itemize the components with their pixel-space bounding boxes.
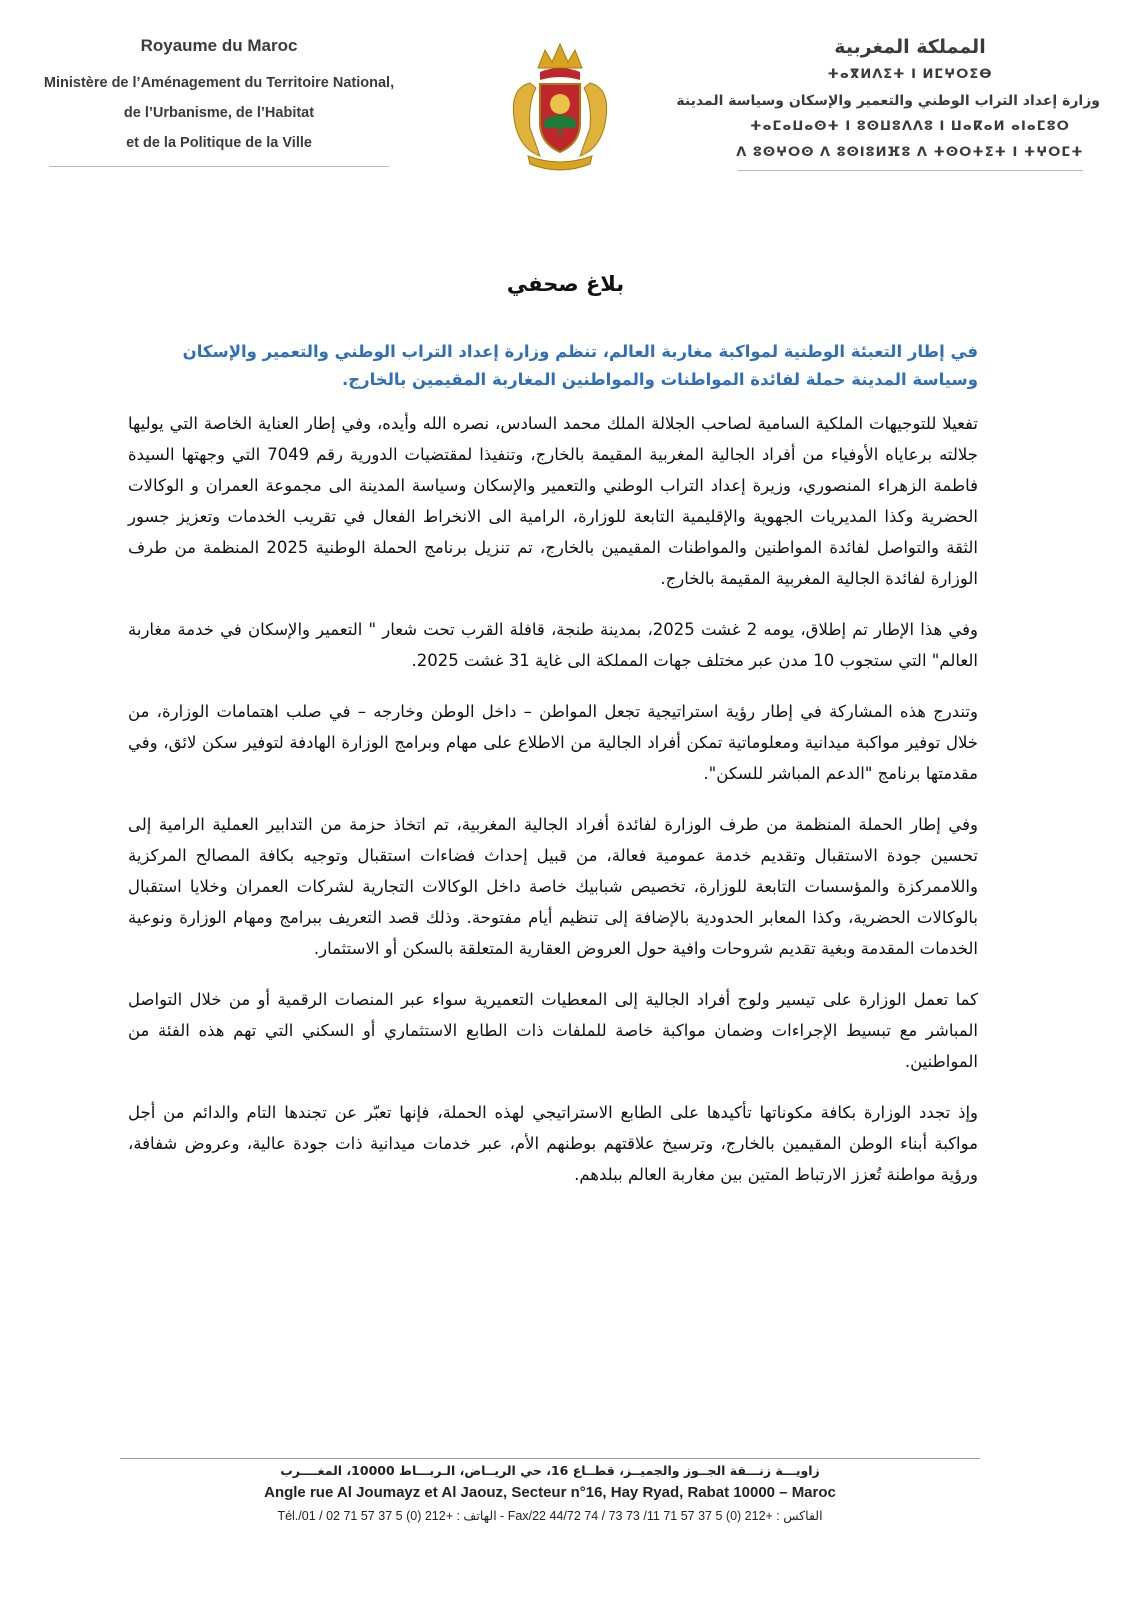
ministry-name-fr-line3: et de la Politique de la Ville xyxy=(126,135,312,151)
ministry-name-fr-line1: Ministère de l’Aménagement du Territoire National, xyxy=(43,75,395,91)
kingdom-name-ar: المملكة المغربية xyxy=(834,36,986,58)
header-right-divider xyxy=(738,170,1083,171)
footer-phones: Tél./الهاتف : +212 (0) 5 37 57 71 02 / 01 - Fax/الفاكس : +212 (0) 5 37 57 71 11/ 73 73 / 74 44/72 22 xyxy=(277,1509,823,1523)
ministry-name-fr-line2: de l’Urbanisme, de l’Habitat xyxy=(123,105,315,121)
paragraph: وتندرج هذه المشاركة في إطار رؤية استراتيجية تجعل المواطن – داخل الوطن وخارجه – في صلب اهتمامات الوزارة، من خلال توفير مواكبة ميدانية ومعلوماتية تمكن أفراد الجالية من الاطلاع على مهام وبرامج الوزارة الهادفة لتوفير سكن لائق، وفي مقدمتها برنامج "الدعم المباشر للسكن". xyxy=(128,702,978,783)
header-left xyxy=(30,36,408,167)
ministry-name-ar: وزارة إعداد التراب الوطني والتعمير والإسكان وسياسة المدينة xyxy=(676,93,1100,109)
ministry-name-tifinagh-line2: ⴷ ⵓⵙⵖⵔⵙ ⴷ ⵓⵙⵏⵓⵍⴼⵓ ⴷ ⵜⵙⵔⵜⵉⵜ ⵏ ⵜⵖⵔⵎⵜ xyxy=(736,145,1084,160)
kingdom-name-fr: Royaume du Maroc xyxy=(140,36,298,55)
footer xyxy=(120,1458,980,1527)
document-subtitle: في إطار التعبئة الوطنية لمواكبة مغاربة العالم، تنظم وزارة إعداد التراب الوطني والتعمير والإسكان وسياسة المدينة حملة لفائدة المواطنات والمواطنين المغاربة المقيمين بالخارج. xyxy=(182,342,978,389)
footer-address-fr: Angle rue Al Joumayz et Al Jaouz, Secteur n°16, Hay Ryad, Rabat 10000 – Maroc xyxy=(264,1484,836,1501)
paragraph: وفي هذا الإطار تم إطلاق، يومه 2 غشت 2025، بمدينة طنجة، قافلة القرب تحت شعار " التعمير والإسكان في خدمة مغاربة العالم" التي ستجوب 10 مدن عبر مختلف جهات المملكة الى غاية 31 غشت 2025. xyxy=(128,620,978,670)
paragraph: تفعيلا للتوجيهات الملكية السامية لصاحب الجلالة الملك محمد السادس، نصره الله وأيده، وفي إطار العناية الخاصة التي يوليها جلالته برعاياه الأوفياء من أفراد الجالية المغربية المقيمة بالخارج، وتنفيذا لمقتضيات الدورية رقم 7049 التي وجهتها السيدة فاطمة الزهراء المنصوري، وزيرة إعداد التراب الوطني والتعمير والإسكان وسياسة المدينة الى مجموعة العمران و الوكالات الحضرية وكذا المديريات الجهوية والإقليمية التابعة للوزارة، الرامية الى الانخراط الفعال في تقريب الخدمات وتعزيز جسور الثقة والتواصل لفائدة المواطنين والمواطنات المقيمين بالخارج، تم تنزيل برنامج الحملة الوطنية 2025 المنظمة من طرف الوزارة لفائدة الجالية المغربية المقيمة بالخارج. xyxy=(128,414,978,588)
paragraph: وإذ تجدد الوزارة بكافة مكوناتها تأكيدها على الطابع الاستراتيجي لهذه الحملة، فإنها تعبّر عن تجندها التام والدائم من أجل مواكبة أبناء الوطن المقيمين بالخارج، وترسيخ علاقتهم بوطنهم الأم، عبر خدمات ميدانية ذات جودة عالية، وعروض شفافة، ورؤية مواطنة تُعزز الارتباط المتين بين مغاربة العالم ببلدهم. xyxy=(128,1103,978,1184)
ministry-name-tifinagh-line1: ⵜⴰⵎⴰⵡⴰⵙⵜ ⵏ ⵓⵙⵡⵓⴷⴷⵓ ⵏ ⵡⴰⴽⴰⵍ ⴰⵏⴰⵎⵓⵔ xyxy=(750,119,1070,134)
document-body xyxy=(128,408,978,1210)
paragraph: وفي إطار الحملة المنظمة من طرف الوزارة لفائدة أفراد الجالية المغربية، تم اتخاذ حزمة من التدابير العملية الرامية إلى تحسين جودة الاستقبال وتقديم خدمة عمومية فعالة، من قبيل إحداث فضاءات استقبال وتوجيه بكافة المصالح المركزية واللاممركزة والمؤسسات التابعة للوزارة، تخصيص شبابيك خاصة داخل الوكالات التجارية لشركات العمران وخلايا استقبال بالوكالات الحضرية، وكذا المعابر الحدودية بالإضافة إلى تنظيم أيام مفتوحة. وذلك قصد التعريف ببرامج ومهام الوزارة ونوعية الخدمات المقدمة وبغية تقديم شروحات وافية حول العروض العقارية المتعلقة بالسكن أو الاستثمار. xyxy=(128,815,978,958)
document-title: بلاغ صحفي xyxy=(506,272,625,296)
paragraph: كما تعمل الوزارة على تيسير ولوج أفراد الجالية إلى المعطيات التعميرية سواء عبر المنصات الرقمية أو من خلال التواصل المباشر مع تبسيط الإجراءات وضمان مواكبة خاصة للملفات ذات الطابع الاستثماري أو السكني التي تهم هذه الفئة من المواطنين. xyxy=(128,990,978,1071)
footer-address-ar: زاويـــة زنـــقة الجــوز والجميــز، قطــاع 16، حي الريــاض، الـربـــاط 10000، المغــــرب xyxy=(280,1463,820,1478)
header-left-divider xyxy=(49,166,389,167)
footer-divider xyxy=(120,1458,980,1459)
header-right xyxy=(676,36,1100,171)
coat-of-arms-icon xyxy=(500,28,620,178)
kingdom-name-tifinagh: ⵜⴰⴳⵍⴷⵉⵜ ⵏ ⵍⵎⵖⵔⵉⴱ xyxy=(827,67,993,82)
